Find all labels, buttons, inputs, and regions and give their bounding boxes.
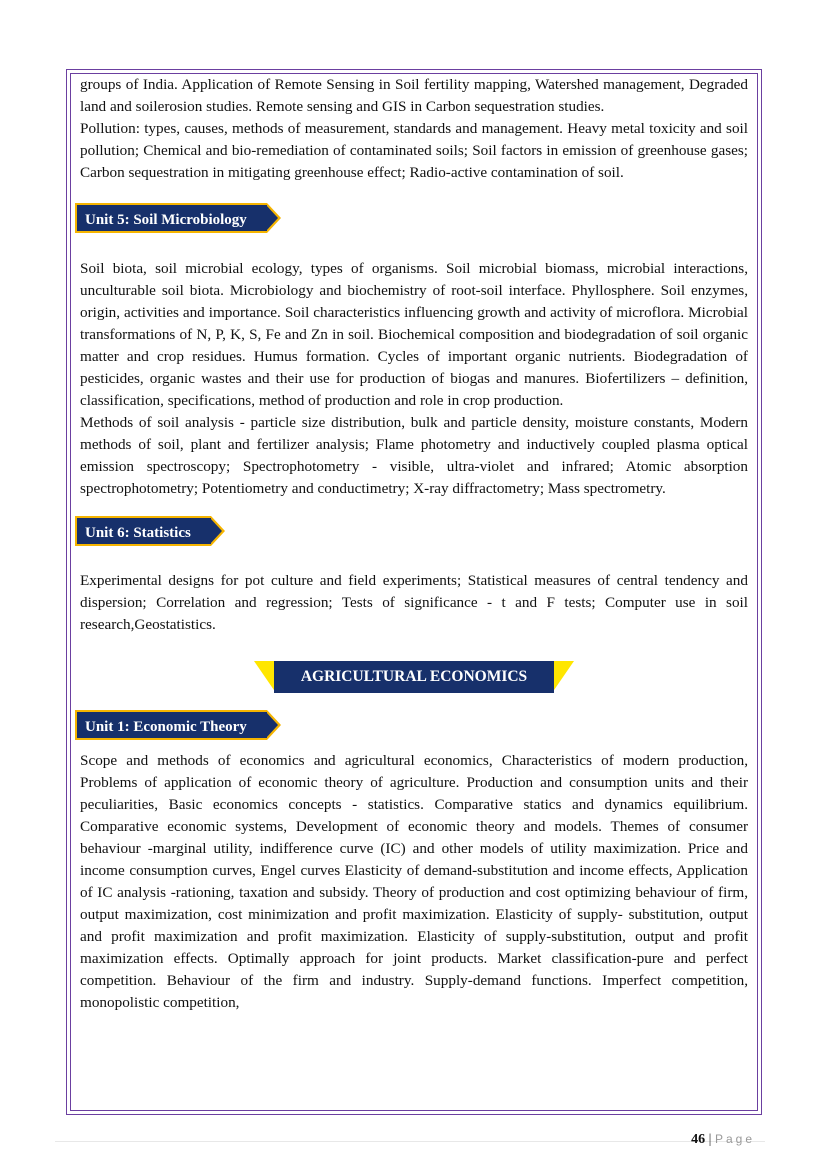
paragraph-statistics: Experimental designs for pot culture and field experiments; Statistical measures of central tendency and dispersion; Correlation and regression; Tests of significance - t and F tests; Computer use in soil research,Geostatistics. — [80, 572, 748, 633]
banner-left-triangle — [254, 661, 276, 693]
unit-5-heading — [75, 203, 267, 233]
section-title: AGRICULTURAL ECONOMICS — [274, 661, 554, 693]
arrow-tip-fill — [210, 518, 222, 544]
unit-1-heading — [75, 710, 267, 740]
page-label: Page — [714, 1132, 755, 1146]
page-footer — [691, 1132, 755, 1148]
unit-5-heading-label: Unit 5: Soil Microbiology — [85, 212, 247, 228]
paragraph-pollution: Pollution: types, causes, methods of measurement, standards and management. Heavy metal toxicity and soil pollution; Chemical and bio-remediation of contaminated soils; Soil factors in emission of greenhouse gases; Carbon sequestration in mitigating greenhouse effect; Radio-active contamination of soil. — [80, 120, 748, 181]
page-number: 46 — [691, 1132, 706, 1147]
arrow-tip-fill — [266, 205, 278, 231]
footer-separator: | — [708, 1132, 712, 1147]
paragraph-remote-sensing: groups of India. Application of Remote Sensing in Soil fertility mapping, Watershed management, Degraded land and soilerosion studies. Remote sensing and GIS in Carbon sequestration studies. — [80, 76, 748, 115]
footer-divider — [55, 1141, 765, 1142]
unit-6-heading-label: Unit 6: Statistics — [85, 525, 191, 541]
paragraph-soil-analysis: Methods of soil analysis - particle size distribution, bulk and particle density, moisture constants, Modern methods of soil, plant and fertilizer analysis; Flame photometry and inductively coupled plasma optical emission spectroscopy; Spectrophotometry - visible, ultra-violet and infrared; Atomic absorption spectrophotometry; Potentiometry and conductimetry; X-ray diffractometry; Mass spectrometry. — [80, 414, 748, 497]
unit-1-heading-label: Unit 1: Economic Theory — [85, 719, 247, 735]
banner-right-triangle — [552, 661, 574, 693]
section-banner-agricultural-economics — [254, 661, 574, 693]
paragraph-soil-biota: Soil biota, soil microbial ecology, types of organisms. Soil microbial biomass, microbial interactions, unculturable soil biota. Microbiology and biochemistry of root-soil interface. Phyllosphere. Soil enzymes, origin, activities and importance. Soil characteristics influencing growth and activity of microflora. Microbial transformations of N, P, K, S, Fe and Zn in soil. Biochemical composition and biodegradation of soil organic matter and crop residues. Humus formation. Cycles of important organic nutrients. Biodegradation of pesticides, organic wastes and their use for production of biogas and manures. Biofertilizers – definition, classification, specifications, method of production and role in crop production. — [80, 260, 748, 409]
arrow-tip-fill — [266, 712, 278, 738]
unit-6-heading — [75, 516, 211, 546]
page-content — [80, 74, 748, 1014]
paragraph-economic-theory: Scope and methods of economics and agricultural economics, Characteristics of modern production, Problems of application of economic theory of agriculture. Production and consumption units and their peculiarities, Basic economics concepts - statistics. Comparative statics and dynamics equilibrium. Comparative economic systems, Development of economic theory and models. Themes of consumer behaviour -marginal utility, indifference curve (IC) and other models of utility maximization. Price and income consumption curves, Engel curves Elasticity of demand-substitution and income effects, Application of IC analysis -rationing, taxation and subsidy. Theory of production and cost optimizing behaviour of firm, output maximization, cost minimization and profit maximization. Elasticity of supply- substitution, output and profit maximization and profit maximization. Elasticity of supply-substitution, output and profit maximization effects. Optimally approach for joint products. Market classification-pure and perfect competition. Behaviour of the firm and industry. Supply-demand functions. Imperfect competition, monopolistic competition, — [80, 752, 748, 1011]
